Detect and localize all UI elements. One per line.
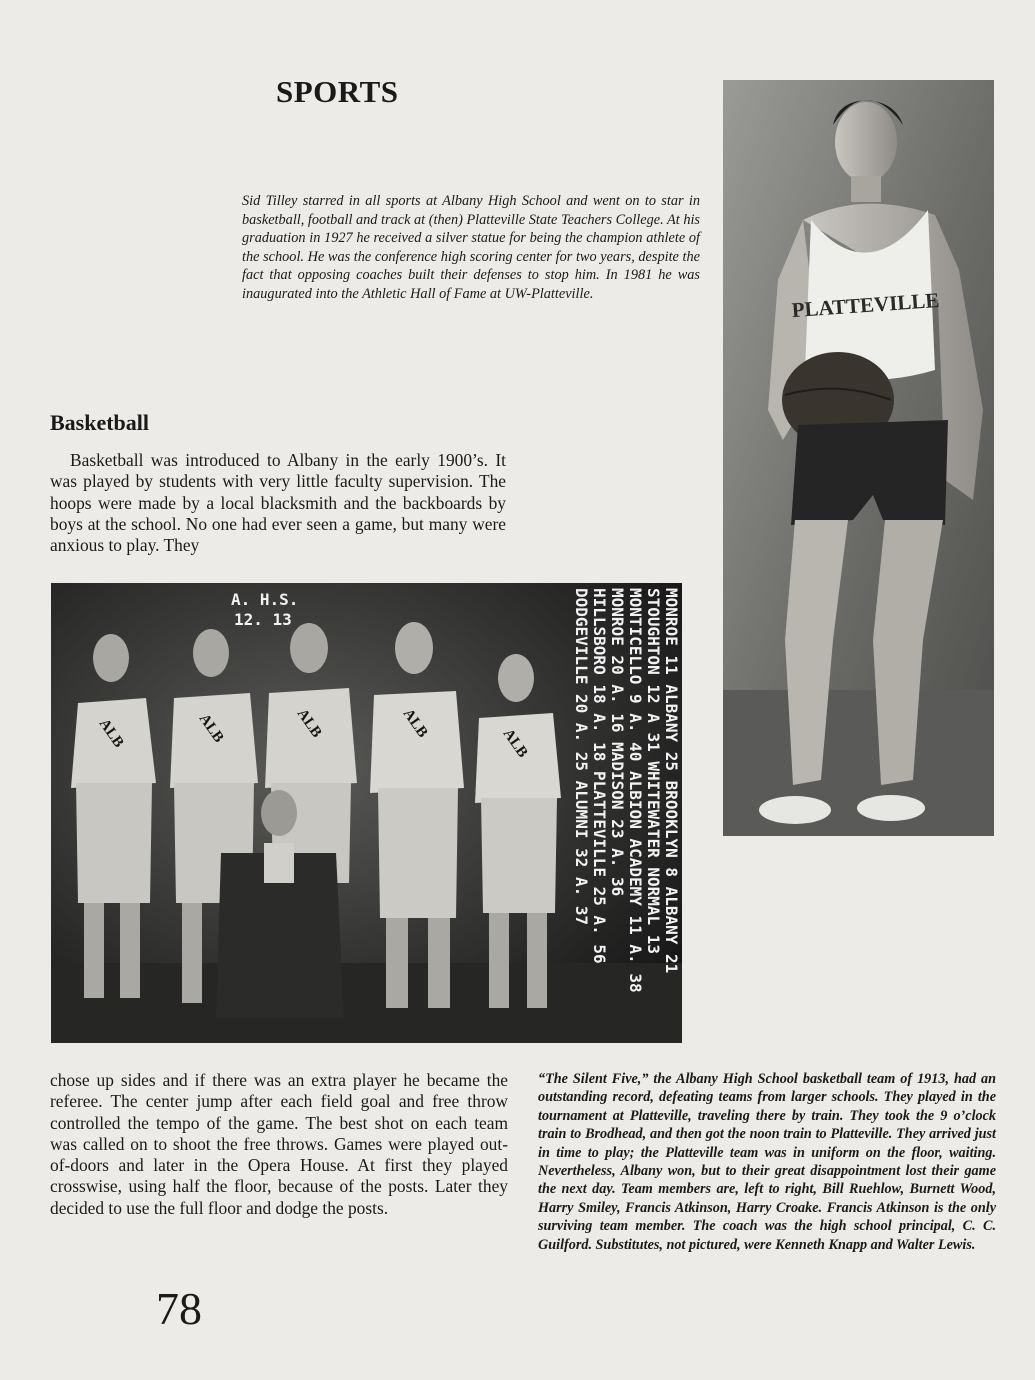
body-paragraph-2: chose up sides and if there was an extra player he became the referee. The center jump after each field goal and free throw controlled the tempo of the game. The best shot on each team was called on to shoot the free throws. Games were played out-of-doors and later in the Opera House. At first they played crosswise, using half the floor, because of the posts. Later they decided to use the full floor and dodge the posts. [50, 1070, 508, 1218]
tilley-photo-caption: Sid Tilley starred in all sports at Albany High School and went on to star in basketball, football and track at (then) Platteville State Teachers College. At his graduation in 1927 he received a silver statue for being the champion athlete of the school. He was the conference high scoring center for two years, despite the fact that opposing coaches built their defenses to stop him. In 1981 he was inaugurated into the Athletic Hall of Fame at UW-Platteville. [242, 193, 700, 302]
page-number: 78 [156, 1283, 202, 1334]
score-column-3: MONTICELLO 9 A. 40 ALBION ACADEMY 11 A. 38 [626, 588, 645, 993]
score-column-2: STOUGHTON 12 A 31 WHITEWATER NORMAL 13 [644, 588, 663, 955]
jersey-text-4: ALB [399, 706, 431, 741]
body-paragraph-1: Basketball was introduced to Albany in the early 1900’s. It was played by students with very little faculty supervision. The hoops were made by a local blacksmith and the backboards by boys at the school. No one had ever seen a game, but many were anxious to play. They [50, 450, 506, 556]
score-column-5: HILLSBORO 18 A. 18 PLATTEVILLE 25 A. 56 [590, 588, 609, 964]
score-column-6: DODGEVILLE 20 A. 25 ALUMNI 32 A. 37 [572, 588, 591, 926]
tilley-photo-illustration [723, 80, 994, 836]
jersey-text-1: ALB [95, 716, 127, 751]
page-heading: SPORTS [276, 74, 399, 109]
jersey-text-2: ALB [195, 711, 227, 746]
photo-label-line-1: A. H.S. [231, 590, 299, 609]
photo-label-line-2: 12. 13 [234, 610, 292, 629]
team-photo-caption: “The Silent Five,” the Albany High School basketball team of 1913, had an outstanding record, defeating teams from larger schools. They played in the tournament at Platteville, traveling there by train. They took the 9 o’clock train to Brodhead, and then got the noon train to Platteville. They arrived just in time to play; the Platteville team was in uniform on the floor, waiting. Nevertheless, Albany won, but to their great disappointment lost their game the next day. Team members are, left to right, Bill Ruehlow, Burnett Wood, Harry Smiley, Francis Atkinson, Harry Croake. Francis Atkinson is the only surviving team member. The coach was the high school principal, C. C. Guilford. Substitutes, not pictured, were Kenneth Knapp and Walter Lewis. [538, 1071, 996, 1253]
score-column-1: MONROE 11 ALBANY 25 BROOKLYN 8 ALBANY 21 [662, 588, 681, 974]
section-title: Basketball [50, 410, 150, 435]
tilley-photo [723, 80, 994, 836]
jersey-text-3: ALB [293, 706, 325, 741]
tilley-jersey-text: PLATTEVILLE [790, 287, 941, 323]
jersey-text-5: ALB [499, 726, 531, 761]
team-photo-illustration [51, 583, 682, 1043]
score-column-4: MONROE 20 A. 16 MADISON 23 A. 36 [608, 588, 627, 897]
team-photo [51, 583, 682, 1043]
